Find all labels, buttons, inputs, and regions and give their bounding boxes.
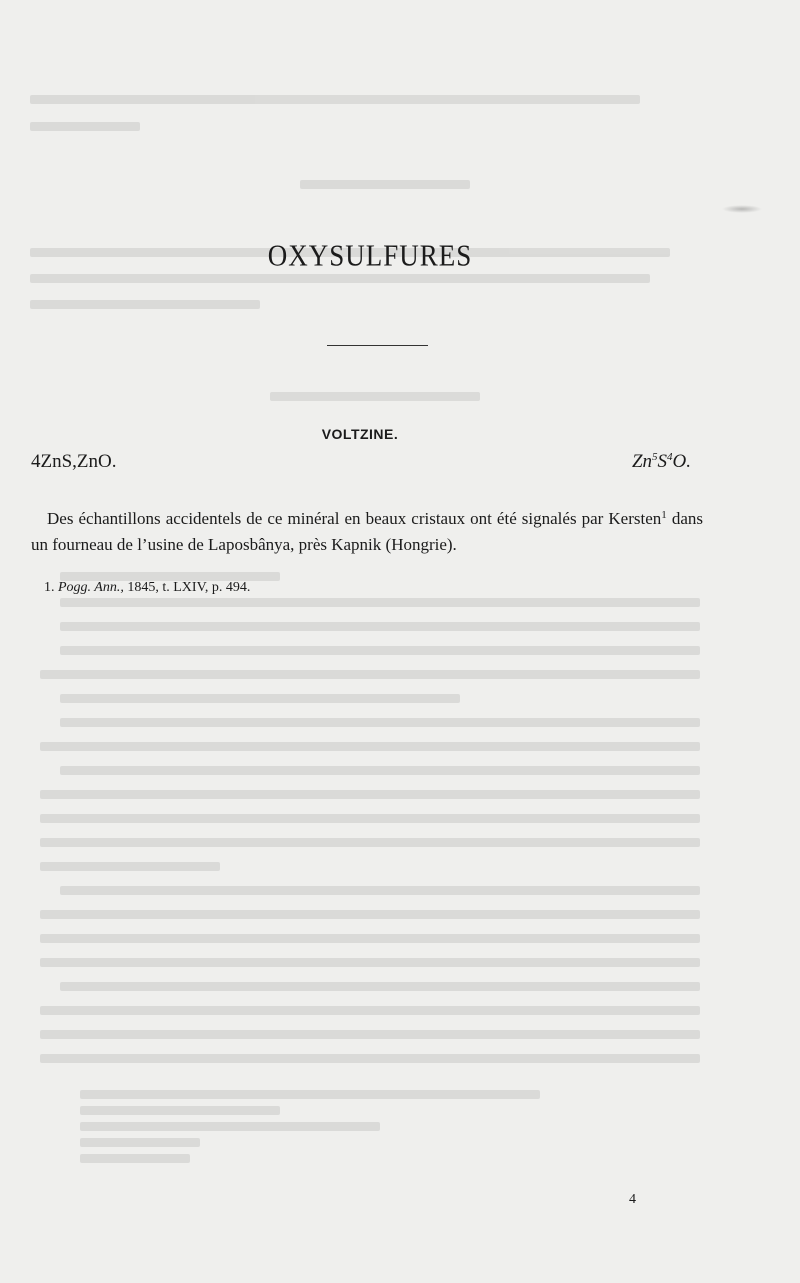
footnote-details: 1845, t. LXIV, p. 494. [123,580,251,595]
mineral-formula-right [632,451,691,473]
ink-smudge [722,205,762,213]
formula-end: O. [672,451,691,472]
footnote [44,580,250,596]
formula-sup-1: 5 [652,451,658,463]
footnote-ref: 1 [661,509,667,521]
footnote-number: 1. [44,580,55,595]
chapter-title: OXYSULFURES [267,238,473,273]
footnote-journal: Pogg. Ann., [58,580,124,595]
description-paragraph [31,502,703,558]
mineral-name: VOLTZINE. [321,426,399,442]
paragraph-part-2: dans un fourneau de l’usine de Laposbânya, près Kapnik (Hongrie). [31,509,704,554]
mineral-formula-left: 4ZnS,ZnO. [31,451,117,472]
paragraph-part-1: Des échantillons accidentels de ce minéral en beaux cristaux ont été signalés par Kersten [47,509,662,528]
formula-sup-2: 4 [667,451,673,463]
formula-mid: S [657,451,668,472]
formula-base: Zn [631,451,653,472]
title-divider [327,345,428,346]
page-number: 4 [629,1192,636,1207]
